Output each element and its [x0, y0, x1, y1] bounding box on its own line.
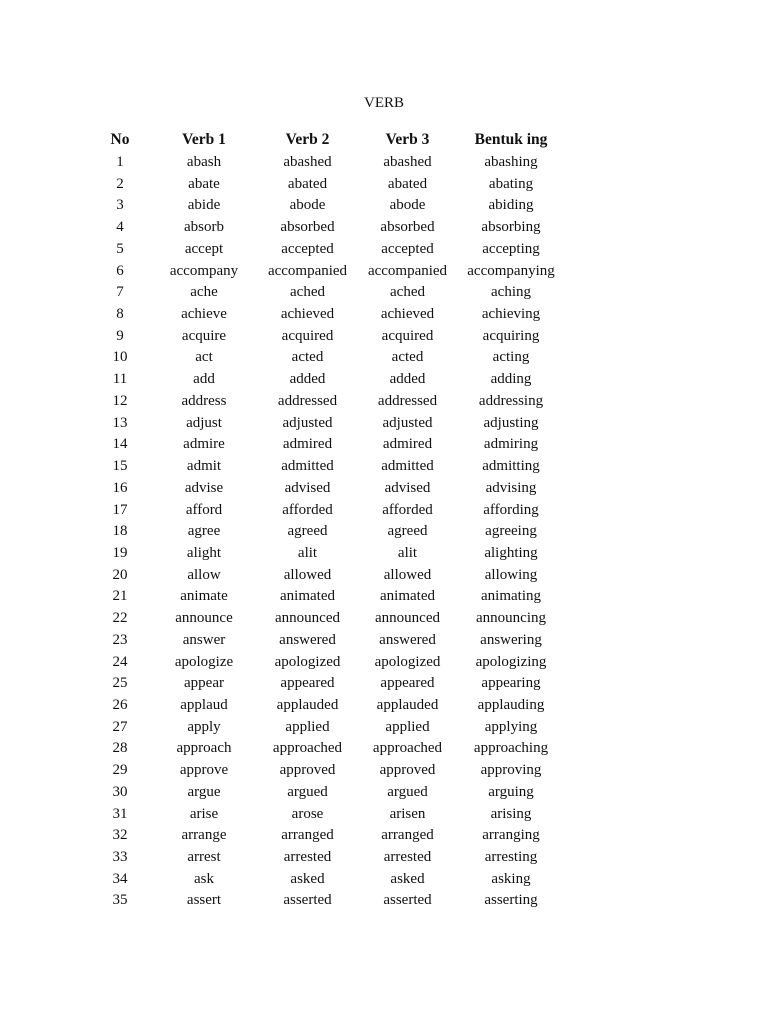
table-row [0, 759, 768, 781]
cell-verb2: arose [291, 805, 324, 822]
table-row [0, 803, 768, 825]
cell-verb3: afforded [382, 501, 433, 518]
cell-verb1: approach [176, 740, 232, 757]
table-row [0, 260, 768, 282]
cell-verb3: admitted [381, 458, 434, 475]
cell-no: 29 [112, 762, 128, 779]
table-row [0, 824, 768, 846]
cell-verb3: acquired [381, 327, 434, 344]
cell-ing-form: abiding [488, 197, 534, 214]
cell-verb3: arrested [383, 849, 432, 865]
cell-verb3: abated [387, 175, 428, 192]
cell-no: 28 [112, 740, 128, 757]
table-row [0, 585, 768, 607]
table-row [0, 303, 768, 325]
table-row [0, 477, 768, 499]
cell-verb2: asked [290, 870, 325, 887]
cell-no: 17 [112, 501, 128, 518]
table-row [0, 629, 768, 651]
cell-no: 5 [116, 240, 124, 257]
cell-verb3: addressed [377, 392, 438, 409]
cell-verb1: afford [185, 501, 223, 518]
cell-no: 1 [116, 154, 124, 170]
cell-verb1: apply [187, 718, 221, 735]
table-header-row [0, 129, 768, 151]
cell-verb3: advised [384, 479, 431, 496]
cell-verb2: appeared [280, 675, 335, 692]
cell-verb3: approved [379, 762, 436, 779]
cell-no: 13 [112, 414, 128, 431]
table-row [0, 672, 768, 694]
cell-verb1: abate [188, 175, 220, 192]
table-row [0, 151, 768, 173]
cell-verb1: act [195, 349, 213, 366]
verb-table [0, 129, 768, 911]
cell-verb3: acted [391, 349, 424, 366]
cell-ing-form: achieving [481, 306, 541, 323]
cell-verb2: applauded [276, 696, 339, 713]
cell-verb3: asserted [383, 892, 432, 909]
cell-no: 16 [112, 479, 128, 496]
cell-no: 4 [116, 219, 124, 236]
cell-no: 23 [112, 631, 128, 648]
cell-ing-form: acting [492, 349, 530, 366]
cell-verb2: afforded [282, 501, 333, 518]
cell-verb1: ache [190, 284, 218, 301]
cell-no: 14 [112, 436, 128, 453]
cell-verb3: apologized [374, 653, 441, 670]
cell-no: 32 [112, 827, 128, 844]
cell-ing-form: arguing [488, 783, 534, 800]
cell-ing-form: abating [488, 175, 534, 192]
table-row [0, 651, 768, 673]
cell-ing-form: arranging [482, 827, 540, 844]
header-ing-form: Bentuk ing [474, 131, 548, 148]
header-verb2: Verb 2 [285, 131, 330, 148]
cell-verb3: argued [387, 783, 428, 800]
cell-verb2: added [289, 371, 326, 388]
table-row [0, 889, 768, 911]
cell-ing-form: asking [491, 870, 531, 887]
cell-verb1: assert [186, 892, 222, 909]
header-verb3: Verb 3 [385, 131, 430, 148]
cell-verb3: accompanied [367, 262, 448, 279]
table-row [0, 737, 768, 759]
cell-ing-form: accompanying [467, 262, 555, 279]
cell-verb2: asserted [283, 892, 332, 909]
cell-ing-form: addressing [478, 392, 544, 409]
cell-ing-form: acquiring [482, 327, 540, 344]
cell-verb2: allowed [283, 566, 332, 583]
cell-ing-form: approving [480, 762, 542, 779]
table-row [0, 173, 768, 195]
table-row [0, 846, 768, 868]
cell-verb2: acquired [281, 327, 334, 344]
cell-ing-form: admiring [483, 436, 539, 453]
cell-ing-form: admitting [482, 458, 540, 475]
cell-verb3: applied [385, 718, 430, 735]
cell-verb2: achieved [280, 306, 335, 323]
table-row [0, 433, 768, 455]
cell-verb1: absorb [184, 219, 224, 236]
table-row [0, 390, 768, 412]
cell-verb2: applied [285, 718, 330, 735]
table-row [0, 499, 768, 521]
cell-verb2: accompanied [267, 262, 348, 279]
cell-ing-form: agreeing [485, 523, 537, 540]
cell-verb2: absorbed [280, 219, 335, 236]
table-row [0, 542, 768, 564]
cell-verb3: absorbed [380, 219, 435, 236]
cell-ing-form: abashing [484, 154, 538, 170]
cell-no: 8 [116, 306, 124, 323]
cell-verb3: accepted [381, 240, 434, 257]
cell-ing-form: applauding [477, 696, 545, 713]
cell-verb2: abated [287, 175, 328, 192]
cell-verb3: asked [390, 870, 425, 887]
cell-verb3: arranged [381, 827, 434, 844]
cell-verb2: admired [282, 436, 333, 453]
cell-no: 3 [116, 197, 124, 214]
table-row [0, 346, 768, 368]
table-row [0, 194, 768, 216]
cell-verb1: arrest [187, 849, 221, 865]
cell-verb1: achieve [181, 306, 227, 323]
table-body [0, 151, 768, 911]
cell-verb3: appeared [380, 675, 435, 692]
table-row [0, 716, 768, 738]
cell-ing-form: appearing [481, 675, 541, 692]
cell-verb3: animated [380, 588, 435, 605]
cell-verb2: abode [289, 197, 326, 214]
cell-no: 21 [112, 588, 128, 605]
cell-verb2: approved [279, 762, 336, 779]
cell-no: 31 [112, 805, 128, 822]
cell-verb1: animate [180, 588, 228, 605]
table-row [0, 216, 768, 238]
cell-verb2: abashed [283, 154, 332, 170]
cell-ing-form: animating [481, 588, 541, 605]
cell-no: 2 [116, 175, 124, 192]
cell-no: 34 [112, 870, 128, 887]
table-row [0, 238, 768, 260]
cell-verb3: approached [372, 740, 443, 757]
table-row [0, 694, 768, 716]
cell-verb2: advised [284, 479, 331, 496]
cell-verb2: addressed [277, 392, 338, 409]
cell-verb2: alit [297, 544, 318, 561]
cell-verb3: applauded [376, 696, 439, 713]
cell-no: 19 [112, 544, 128, 561]
cell-verb1: adjust [186, 414, 222, 431]
cell-verb1: arrange [181, 827, 227, 844]
cell-verb2: announced [275, 610, 340, 627]
table-row [0, 607, 768, 629]
cell-no: 24 [112, 653, 128, 670]
cell-no: 12 [112, 392, 128, 409]
cell-verb3: announced [375, 610, 440, 627]
cell-verb3: arisen [389, 805, 426, 822]
cell-ing-form: aching [491, 284, 531, 301]
cell-ing-form: advising [485, 479, 537, 496]
cell-verb1: approve [179, 762, 229, 779]
cell-verb1: accept [184, 240, 224, 257]
cell-verb1: appear [184, 675, 224, 692]
cell-no: 22 [112, 610, 128, 627]
cell-ing-form: approaching [473, 740, 549, 757]
cell-no: 6 [116, 262, 124, 279]
cell-verb2: agreed [287, 523, 328, 540]
cell-verb2: animated [280, 588, 335, 605]
cell-verb1: alight [186, 544, 222, 561]
cell-verb2: argued [287, 783, 328, 800]
cell-verb3: ached [390, 284, 425, 301]
cell-verb3: adjusted [382, 414, 433, 431]
cell-ing-form: asserting [484, 892, 538, 909]
cell-no: 11 [112, 371, 128, 388]
cell-verb1: advise [184, 479, 224, 496]
cell-verb3: answered [379, 631, 436, 648]
cell-ing-form: allowing [484, 566, 538, 583]
cell-verb1: answer [182, 631, 226, 648]
cell-verb2: admitted [281, 458, 334, 475]
cell-verb1: abide [187, 197, 221, 214]
cell-verb2: accepted [281, 240, 334, 257]
table-row [0, 781, 768, 803]
cell-verb1: add [193, 371, 215, 388]
cell-verb1: address [181, 392, 227, 409]
cell-ing-form: adding [490, 371, 532, 388]
cell-verb1: allow [187, 566, 221, 583]
table-row [0, 368, 768, 390]
cell-no: 35 [112, 892, 128, 909]
cell-ing-form: arising [490, 805, 532, 822]
cell-no: 30 [112, 783, 128, 800]
cell-verb2: approached [272, 740, 343, 757]
cell-ing-form: accepting [482, 240, 540, 257]
cell-verb2: arrested [283, 849, 332, 865]
table-row [0, 868, 768, 890]
cell-verb3: agreed [387, 523, 428, 540]
cell-no: 9 [116, 327, 124, 344]
table-row [0, 412, 768, 434]
cell-verb1: announce [175, 610, 233, 627]
cell-verb3: abode [389, 197, 426, 214]
cell-ing-form: applying [484, 718, 538, 735]
cell-no: 27 [112, 718, 128, 735]
document-title: VERB [363, 95, 404, 111]
cell-no: 7 [116, 284, 124, 301]
header-no: No [110, 131, 130, 148]
cell-verb1: argue [187, 783, 221, 800]
cell-verb2: apologized [274, 653, 341, 670]
cell-verb1: admit [186, 458, 222, 475]
cell-ing-form: alighting [484, 544, 538, 561]
cell-verb3: abashed [383, 154, 432, 170]
cell-no: 10 [112, 349, 128, 366]
cell-no: 20 [112, 566, 128, 583]
cell-ing-form: apologizing [475, 653, 547, 670]
cell-verb2: acted [291, 349, 324, 366]
cell-verb1: apologize [174, 653, 234, 670]
cell-verb3: achieved [380, 306, 435, 323]
cell-verb2: arranged [281, 827, 334, 844]
cell-ing-form: affording [483, 501, 539, 518]
cell-verb1: admire [183, 436, 225, 453]
cell-verb1: acquire [181, 327, 227, 344]
table-row [0, 325, 768, 347]
table-row [0, 455, 768, 477]
cell-verb1: abash [186, 154, 222, 170]
cell-ing-form: adjusting [483, 414, 539, 431]
cell-verb1: accompany [169, 262, 239, 279]
cell-verb1: agree [187, 523, 221, 540]
cell-verb3: allowed [383, 566, 432, 583]
table-row [0, 564, 768, 586]
cell-verb1: arise [189, 805, 219, 822]
cell-verb3: admired [382, 436, 433, 453]
header-verb1: Verb 1 [182, 131, 226, 148]
cell-no: 26 [112, 696, 128, 713]
cell-verb2: ached [290, 284, 325, 301]
cell-verb3: alit [397, 544, 418, 561]
cell-ing-form: absorbing [481, 219, 541, 236]
cell-no: 15 [112, 458, 128, 475]
cell-verb1: applaud [180, 696, 228, 713]
cell-ing-form: arresting [484, 849, 538, 865]
cell-verb1: ask [194, 870, 214, 887]
cell-ing-form: answering [480, 631, 542, 648]
table-row [0, 520, 768, 542]
table-row [0, 281, 768, 303]
cell-no: 18 [112, 523, 128, 540]
cell-ing-form: announcing [476, 610, 546, 627]
cell-no: 33 [112, 849, 128, 865]
cell-no: 25 [112, 675, 128, 692]
cell-verb2: answered [279, 631, 336, 648]
cell-verb3: added [389, 371, 426, 388]
cell-verb2: adjusted [282, 414, 333, 431]
